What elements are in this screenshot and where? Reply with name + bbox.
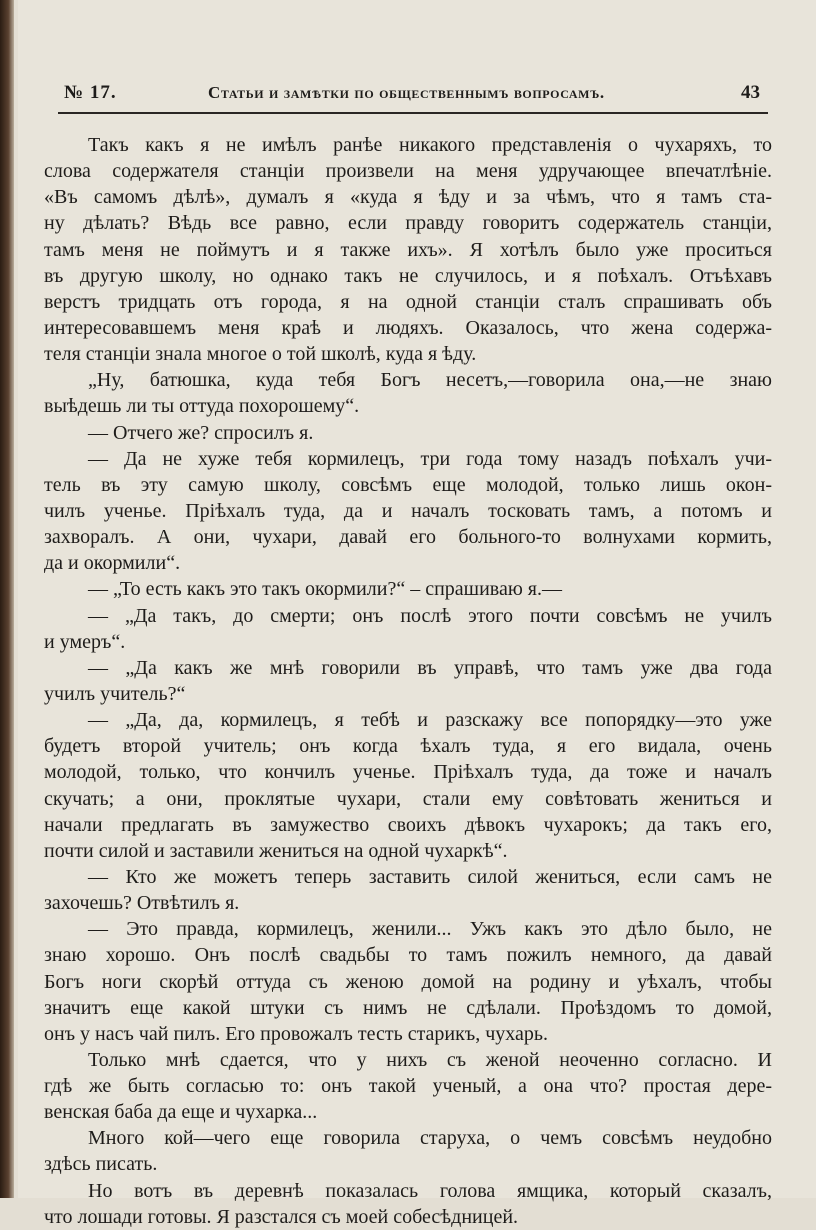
text-line: чилъ ученье. Пріѣхалъ туда, да и началъ тосковать тамъ, а потомъ и <box>44 499 772 522</box>
text-line: онъ у насъ чай пилъ. Его провожалъ тесть старикъ, чухарь. <box>44 1022 548 1045</box>
text-line: и умеръ“. <box>44 630 126 653</box>
text-line: Такъ какъ я не имѣлъ ранѣе никакого представленія о чухаряхъ, то <box>88 134 772 156</box>
text-line: что лошади готовы. Я разстался съ моей собесѣдницей. <box>44 1205 519 1228</box>
text-line: — „Да, да, кормилецъ, я тебѣ и разскажу все попорядку—это уже <box>88 709 772 732</box>
running-header <box>58 80 768 114</box>
text-line: — Отчего же? спросилъ я. <box>88 421 314 444</box>
text-line: верстъ тридцать отъ города, я на одной станціи сталъ спрашивать объ <box>44 290 772 313</box>
text-line: — Кто же можетъ теперь заставить силой жениться, если самъ не <box>88 865 772 888</box>
text-line: молодой, только, что кончилъ ученье. Пріѣхалъ туда, да тоже и началъ <box>44 761 772 784</box>
text-line: будетъ второй учитель; онъ когда ѣхалъ туда, я его видала, очень <box>44 735 772 758</box>
text-line: да и окормили“. <box>44 552 181 575</box>
text-line: ну дѣлать? Вѣдь все равно, если правду говоритъ содержатель станціи, <box>44 212 772 235</box>
text-line: въ другую школу, но однако такъ не случилось, и я поѣхалъ. Отъѣхавъ <box>44 264 772 287</box>
text-line: слова содержателя станціи произвели на меня удручающее впечатлѣніе. <box>44 160 772 183</box>
text-line: здѣсь писать. <box>44 1153 158 1176</box>
text-line: — „То есть какъ это такъ окормили?“ – спрашиваю я.— <box>88 578 562 601</box>
text-line: тамъ меня не поймутъ и я также ихъ». Я хотѣлъ было уже проситься <box>44 238 772 261</box>
text-line: — „Да такъ, до смерти; онъ послѣ этого почти совсѣмъ не училъ <box>88 604 772 627</box>
text-line: училъ учитель?“ <box>44 682 186 705</box>
text-line: Только мнѣ сдается, что у нихъ съ женой неоченно согласно. И <box>88 1048 772 1071</box>
text-line: значитъ еще какой штуки съ нимъ не сдѣлали. Проѣздомъ то домой, <box>44 996 772 1019</box>
text-line: — „Да какъ же мнѣ говорили въ управѣ, что тамъ уже два года <box>88 656 772 679</box>
text-line: „Ну, батюшка, куда тебя Богъ несетъ,—говорила она,—не знаю <box>88 369 772 392</box>
text-line: венская баба да еще и чухарка... <box>44 1101 318 1124</box>
text-line: — Это правда, кормилецъ, женили... Ужъ какъ это дѣло было, не <box>88 918 772 941</box>
page <box>18 0 816 1228</box>
text-line: тель въ эту самую школу, совсѣмъ еще молодой, только лишь окон- <box>44 473 772 496</box>
text-line: захворалъ. А они, чухари, давай его больного-то волнухами кормить, <box>44 526 772 549</box>
text-line: захочешь? Отвѣтилъ я. <box>44 892 240 915</box>
body-text <box>44 132 772 1230</box>
text-line: гдѣ же быть согласью то: онъ такой ученый, а она что? простая дере- <box>44 1075 772 1098</box>
issue-number: № 17. <box>64 82 117 103</box>
text-line: — Да не хуже тебя кормилецъ, три года тому назадъ поѣхалъ учи- <box>88 447 772 470</box>
section-title: Статьи и замѣтки по общественнымъ вопросамъ. <box>208 83 605 102</box>
text-line: Много кой—чего еще говорила старуха, о чемъ совсѣмъ неудобно <box>88 1127 772 1150</box>
text-line: Богъ ноги скорѣй оттуда съ женою домой на родину и уѣхалъ, чтобы <box>44 970 772 993</box>
text-line: «Въ самомъ дѣлѣ», думалъ я «куда я ѣду и за чѣмъ, что я тамъ ста- <box>44 186 772 209</box>
text-line: почти силой и заставили жениться на одной чухаркѣ“. <box>44 839 508 862</box>
text-line: теля станціи знала многое о той школѣ, куда я ѣду. <box>44 343 477 366</box>
text-line: знаю хорошо. Онъ послѣ свадьбы то тамъ пожилъ немного, да давай <box>44 944 772 967</box>
text-line: начали предлагать въ замужество своихъ дѣвокъ чухарокъ; да такъ его, <box>44 813 772 836</box>
text-line: интересовавшемъ меня краѣ и людяхъ. Оказалось, что жена содержа- <box>44 316 772 339</box>
text-line: выѣдешь ли ты оттуда похорошему“. <box>44 395 360 418</box>
page-number: 43 <box>741 82 760 103</box>
text-line: скучать; а они, проклятые чухари, стали ему совѣтовать жениться и <box>44 787 772 810</box>
text-line: Но вотъ въ деревнѣ показалась голова ямщика, который сказалъ, <box>88 1179 772 1202</box>
book-spine <box>0 0 14 1198</box>
